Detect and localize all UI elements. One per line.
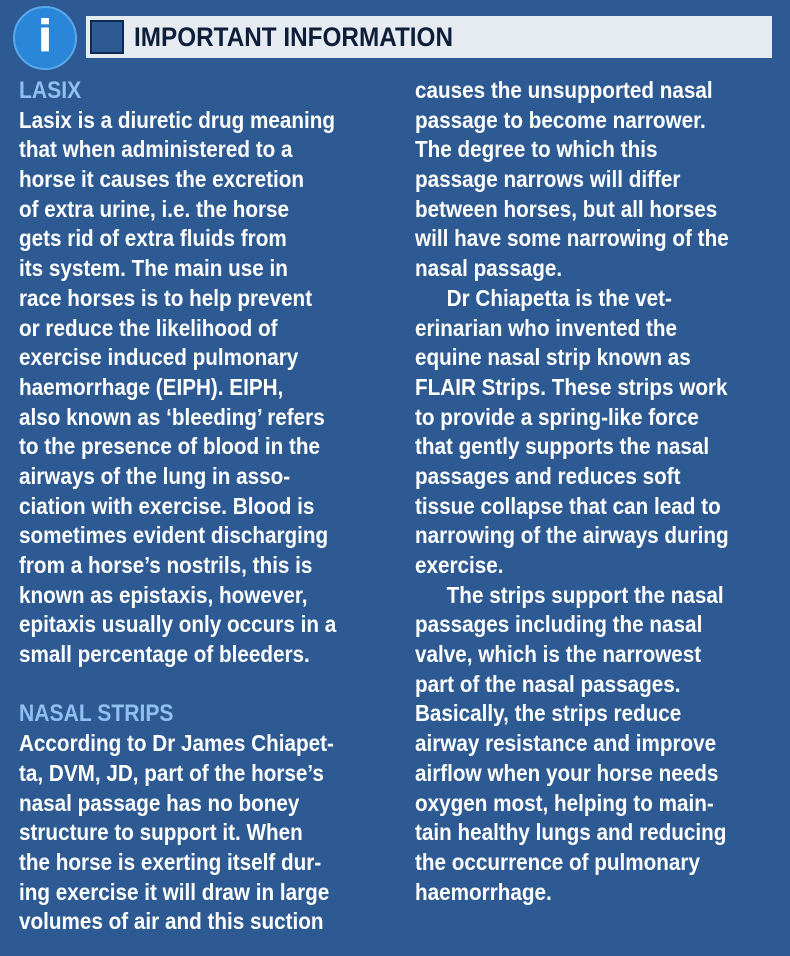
text-line: tain healthy lungs and reducing — [415, 819, 727, 846]
text-line: gets rid of extra fluids from — [19, 225, 287, 252]
text-line: part of the nasal passages. — [415, 670, 681, 697]
nasal-strips-heading: NASAL STRIPS — [19, 700, 174, 728]
text-line: causes the unsupported nasal — [415, 77, 713, 103]
text-line: equine nasal strip known as — [415, 344, 691, 371]
text-line: Basically, the strips reduce — [415, 700, 682, 727]
text-line: exercise induced pulmonary — [19, 344, 299, 371]
text-line: airflow when your horse needs — [415, 759, 719, 786]
nasal-passage-paragraph — [415, 76, 783, 284]
text-line: passage narrows will differ — [415, 166, 681, 193]
paragraph-gap — [19, 670, 399, 700]
lasix-heading: LASIX — [19, 77, 82, 104]
text-line: The degree to which this — [415, 136, 658, 163]
text-line: passages and reduces soft — [415, 462, 681, 489]
text-line: between horses, but all horses — [415, 195, 718, 222]
text-line: oxygen most, helping to main- — [415, 789, 714, 816]
text-line: to provide a spring-like force — [415, 403, 699, 430]
right-column — [415, 76, 783, 907]
text-line: airway resistance and improve — [415, 730, 717, 757]
text-line: FLAIR Strips. These strips work — [415, 373, 728, 400]
square-icon — [90, 20, 124, 54]
text-line: from a horse’s nostrils, this is — [19, 552, 313, 578]
text-line: According to Dr James Chiapet- — [19, 730, 334, 757]
flair-strips-paragraph — [415, 284, 783, 581]
text-line: the occurrence of pulmonary — [415, 848, 700, 875]
text-line: that gently supports the nasal — [415, 433, 710, 460]
text-line: The strips support the nasal — [446, 581, 724, 608]
text-line: the horse is exerting itself dur- — [19, 848, 322, 875]
text-line: structure to support it. When — [19, 819, 303, 846]
text-line: haemorrhage (EIPH). EIPH, — [19, 373, 284, 400]
strips-support-paragraph — [415, 581, 783, 908]
text-line: erinarian who invented the — [415, 314, 678, 341]
text-line: Lasix is a diuretic drug meaning — [19, 106, 336, 133]
text-line: that when administered to a — [19, 136, 293, 163]
text-line: tissue collapse that can lead to — [415, 492, 721, 519]
text-line: airways of the lung in asso- — [19, 462, 291, 489]
text-line: also known as ‘bleeding’ refers — [19, 403, 325, 430]
text-line: its system. The main use in — [19, 255, 288, 282]
info-icon: i — [13, 6, 77, 70]
text-line: or reduce the likelihood of — [19, 314, 278, 341]
text-line: Dr Chiapetta is the vet- — [446, 284, 672, 311]
text-line: volumes of air and this suction — [19, 908, 324, 935]
text-line: narrowing of the airways during — [415, 522, 729, 549]
text-line: horse it causes the excretion — [19, 166, 305, 193]
text-line: passage to become narrower. — [415, 106, 706, 133]
info-header — [0, 0, 790, 74]
text-line: haemorrhage. — [415, 878, 552, 905]
text-line: ta, DVM, JD, part of the horse’s — [19, 759, 324, 786]
text-line: passages including the nasal — [415, 611, 703, 638]
title-bar — [86, 16, 772, 58]
text-line: nasal passage has no boney — [19, 789, 300, 816]
nasal-strips-paragraph — [19, 729, 399, 937]
text-line: will have some narrowing of the — [415, 225, 729, 252]
text-line: sometimes evident discharging — [19, 522, 329, 549]
text-line: known as epistaxis, however, — [19, 581, 308, 608]
text-line: ing exercise it will draw in large — [19, 878, 330, 905]
text-line: ciation with exercise. Blood is — [19, 492, 315, 519]
text-line: to the presence of blood in the — [19, 433, 321, 460]
text-line: valve, which is the narrowest — [415, 641, 702, 668]
page-title: IMPORTANT INFORMATION — [134, 22, 454, 52]
text-line: small percentage of bleeders. — [19, 641, 310, 668]
text-line: nasal passage. — [415, 255, 563, 282]
lasix-paragraph — [19, 106, 399, 670]
text-line: exercise. — [415, 552, 504, 578]
text-line: race horses is to help prevent — [19, 284, 313, 311]
text-line: epitaxis usually only occurs in a — [19, 611, 337, 638]
text-line: of extra urine, i.e. the horse — [19, 195, 290, 222]
left-column — [19, 76, 399, 937]
